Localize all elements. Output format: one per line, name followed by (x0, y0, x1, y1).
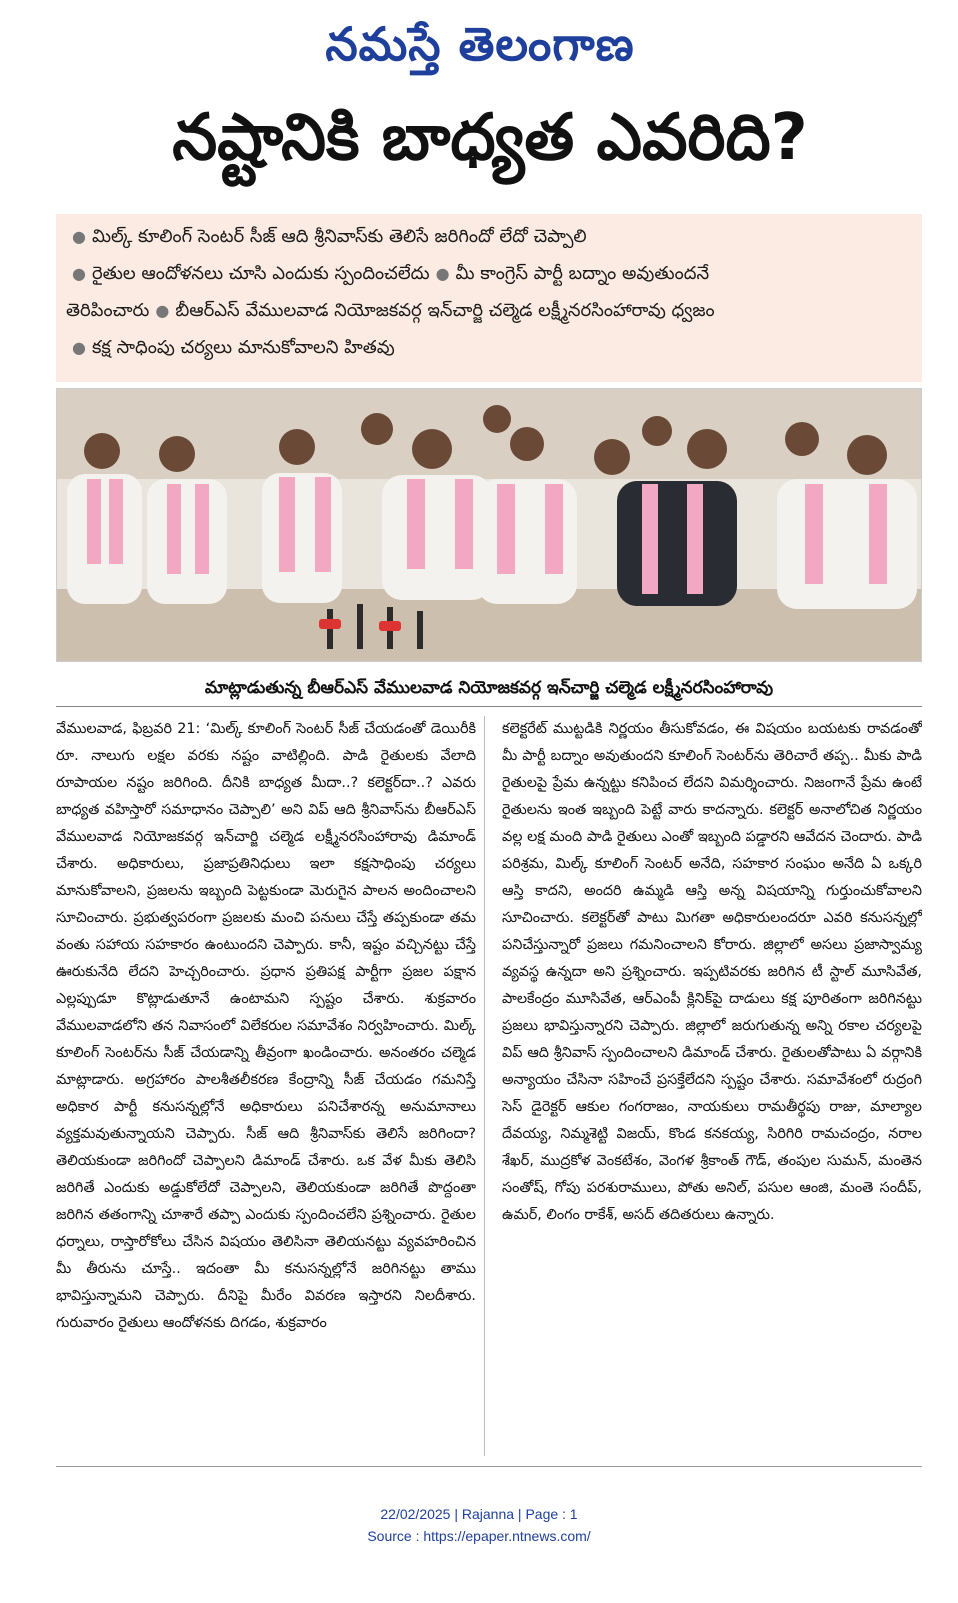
subheading-box (56, 214, 922, 382)
column-divider (484, 716, 485, 1456)
subheading-text: మీ కాంగ్రెస్ పార్టీ బద్నాం అవుతుందనే (455, 263, 710, 284)
subheading-line (66, 259, 912, 289)
photo-caption: మాట్లాడుతున్న బీఆర్‌ఎస్ వేములవాడ నియోజకవర్గ ఇన్‌చార్జి చల్మెడ లక్ష్మీనరసింహారావు (204, 678, 774, 698)
article-column-left: వేములవాడ, ఫిబ్రవరి 21: ‘మిల్క్ కూలింగ్ సెంటర్ సీజ్ చేయడంతో డెయిరీకి రూ. నాలుగు లక్షల వరకు నష్టం వాటిల్లింది. పాడి రైతులకు వేలాది రూపాయల నష్టం జరిగింది. దీనికి బాధ్యత మీదా..? కలెక్టర్‌దా..? ఎవరు బాధ్యత వహిస్తారో సమాధానం చెప్పాలి’ అని విప్ ఆది శ్రీనివాస్‌ను బీఆర్‌ఎస్ వేములవాడ నియోజకవర్గ ఇన్‌చార్జి చల్మెడ లక్ష్మీనరసింహారావు డిమాండ్ చేశారు. అధికారులు, ప్రజాప్రతినిధులు ఇలా కక్షసాధింపు చర్యలు మానుకోవాలని, ప్రజలను ఇబ్బంది పెట్టకుండా మెరుగైన పాలన అందించాలని సూచించారు. ప్రభుత్వపరంగా ప్రజలకు మంచి పనులు చేస్తే తప్పకుండా తమ వంతు సహాయ సహకారం ఉంటుందని చెప్పారు. కానీ, ఇష్టం వచ్చినట్టు చేస్తే ఊరుకునేది లేదని హెచ్చరించారు. ప్రధాన ప్రతిపక్ష పార్టీగా ప్రజల పక్షాన ఎల్లప్పుడూ కొట్లాడుతూనే ఉంటామని స్పష్టం చేశారు. శుక్రవారం వేములవాడలోని తన నివాసంలో విలేకరుల సమావేశం నిర్వహించారు. మిల్క్ కూలింగ్ సెంటర్‌ను సీజ్ చేయడాన్ని తీవ్రంగా ఖండించారు. అనంతరం చల్మెడ మాట్లాడారు. అగ్రహారం పాలశీతలీకరణ కేంద్రాన్ని సీజ్ చేయడం గమనిస్తే అధికార పార్టీ కనుసన్నల్లోనే అధికారులు పనిచేశారన్న అనుమానాలు వ్యక్తమవుతున్నాయని చెప్పారు. సీజ్ ఆది శ్రీనివాస్‌కు తెలిసే జరిగిందా? తెలియకుండా జరిగిందో చెప్పాలని డిమాండ్ చేశారు. ఒక వేళ మీకు తెలిసి జరిగితే ఎందుకు అడ్డుకోలేదో చెప్పాలని, తెలియకుండా జరిగితే పొద్దంతా జరిగిన తతంగాన్ని చూశారే తప్పా ఎందుకు స్పందించలేని ప్రశ్నించారు. రైతుల ధర్నాలు, రాస్తారోకోలు చేసిన విషయం తెలిసినా తెలియనట్టు వ్యవహరించిన మీ తీరును చూస్తే.. ఇదంతా మీ కనుసన్నల్లోనే జరిగినట్టు తాము భావిస్తున్నామని చెప్పారు. దీనిపై మీరేం వివరణ ఇస్తారని నిలదీశారు. గురువారం రైతులు ఆందోళనకు దిగడం, శుక్రవారం (56, 721, 476, 1331)
subheading-line (66, 333, 912, 363)
article-column-right: కలెక్టరేట్ ముట్టడికి నిర్ణయం తీసుకోవడం, ఈ విషయం బయటకు రావడంతో మీ పార్టీ బద్నాం అవుతుందని కూలింగ్ సెంటర్‌ను తెరిచారే తప్ప.. మీకు పాడి రైతులపై ప్రేమ ఉన్నట్టు కనిపించ లేదని విమర్శించారు. నిజంగానే ప్రేమ ఉంటే రైతులను ఇంత ఇబ్బంది పెట్టే వారు కాదన్నారు. కలెక్టర్ అనాలోచిత నిర్ణయం వల్ల లక్ష మంది పాడి రైతులు ఎంతో ఇబ్బంది పడ్డారని ఆవేదన చెందారు. పాడి పరిశ్రమ, మిల్క్ కూలింగ్ సెంటర్ అనేది, సహకార సంఘం అనేది ఏ ఒక్కరి ఆస్తి కాదని, అందరి ఉమ్మడి ఆస్తి అన్న విషయాన్ని గుర్తుంచుకోవాలని సూచించారు. కలెక్టర్‌తో పాటు మిగతా అధికారులందరూ ఎవరి కనుసన్నల్లో పనిచేస్తున్నారో ప్రజలు గమనించాలని కోరారు. జిల్లాలో అసలు ప్రజాస్వామ్య వ్యవస్థ ఉన్నదా అని ప్రశ్నించారు. ఇప్పటివరకు జరిగిన టీ స్టాల్ మూసివేత, పాలకేంద్రం మూసివేత, ఆర్‌ఎంపీ క్లినిక్‌పై దాడులు కక్ష పూరితంగా జరిగినట్టు ప్రజలు భావిస్తున్నారని చెప్పారు. జిల్లాలో జరుగుతున్న అన్ని రకాల చర్యలపై విప్ ఆది శ్రీనివాస్ స్పందించాలని డిమాండ్ చేశారు. రైతులతోపాటు ఏ వర్గానికి అన్యాయం చేసినా సహించే ప్రసక్తేలేదని స్పష్టం చేశారు. సమావేశంలో రుద్రంగి సెస్ డైరెక్టర్ ఆకుల గంగరాజం, నాయకులు రామతీర్థపు రాజు, మాల్యాల దేవయ్య, నిమ్మశెట్టి విజయ్, కొండ కనకయ్య, సిరిగిరి రామచంద్రం, నరాల శేఖర్, ముద్రకోళ వెంకటేశం, వెంగళ శ్రీకాంత్ గౌడ్, తంపుల సుమన్, మంతెన సంతోష్, గోపు పరశురాములు, పోతు అనిల్, పసుల ఆంజి, మంతె సందీప్, ఉమర్, లింగం రాకేశ్, అసద్ తదితరులు ఉన్నారు. (502, 721, 922, 1223)
footer-source: Source : https://epaper.ntnews.com/ (367, 1528, 591, 1544)
bullet-icon: ● (72, 227, 86, 246)
subheading-text: రైతుల ఆందోళనలు చూసి ఎందుకు స్పందించలేదు (91, 263, 430, 284)
bullet-icon: ● (155, 301, 170, 320)
footer-date-edition: 22/02/2025 | Rajanna | Page : 1 (380, 1506, 578, 1522)
subheading-text: మిల్క్ కూలింగ్ సెంటర్ సీజ్ ఆది శ్రీనివాస్‌కు తెలిసే జరిగిందో లేదో చెప్పాలి (91, 226, 587, 247)
bullet-icon: ● (72, 264, 86, 283)
bottom-rule (56, 1466, 922, 1467)
subheading-line (66, 222, 912, 252)
subheading-text: బీఆర్‌ఎస్ వేములవాడ నియోజకవర్గ ఇన్‌చార్జి చల్మెడ లక్ష్మీనరసింహారావు ధ్వజం (175, 300, 715, 321)
bullet-icon: ● (72, 338, 86, 357)
subheading-line (66, 296, 912, 326)
headline: నష్టానికి బాధ్యత ఎవరిది? (172, 101, 808, 175)
caption-rule (56, 706, 922, 707)
subheading-text: కక్ష సాధింపు చర్యలు మానుకోవాలని హితవు (91, 337, 395, 358)
press-meet-photo (56, 388, 922, 662)
bullet-icon: ● (435, 264, 450, 283)
masthead-logo: నమస్తే తెలంగాణ (325, 17, 635, 71)
subheading-text: తెరిపించారు (66, 300, 150, 321)
